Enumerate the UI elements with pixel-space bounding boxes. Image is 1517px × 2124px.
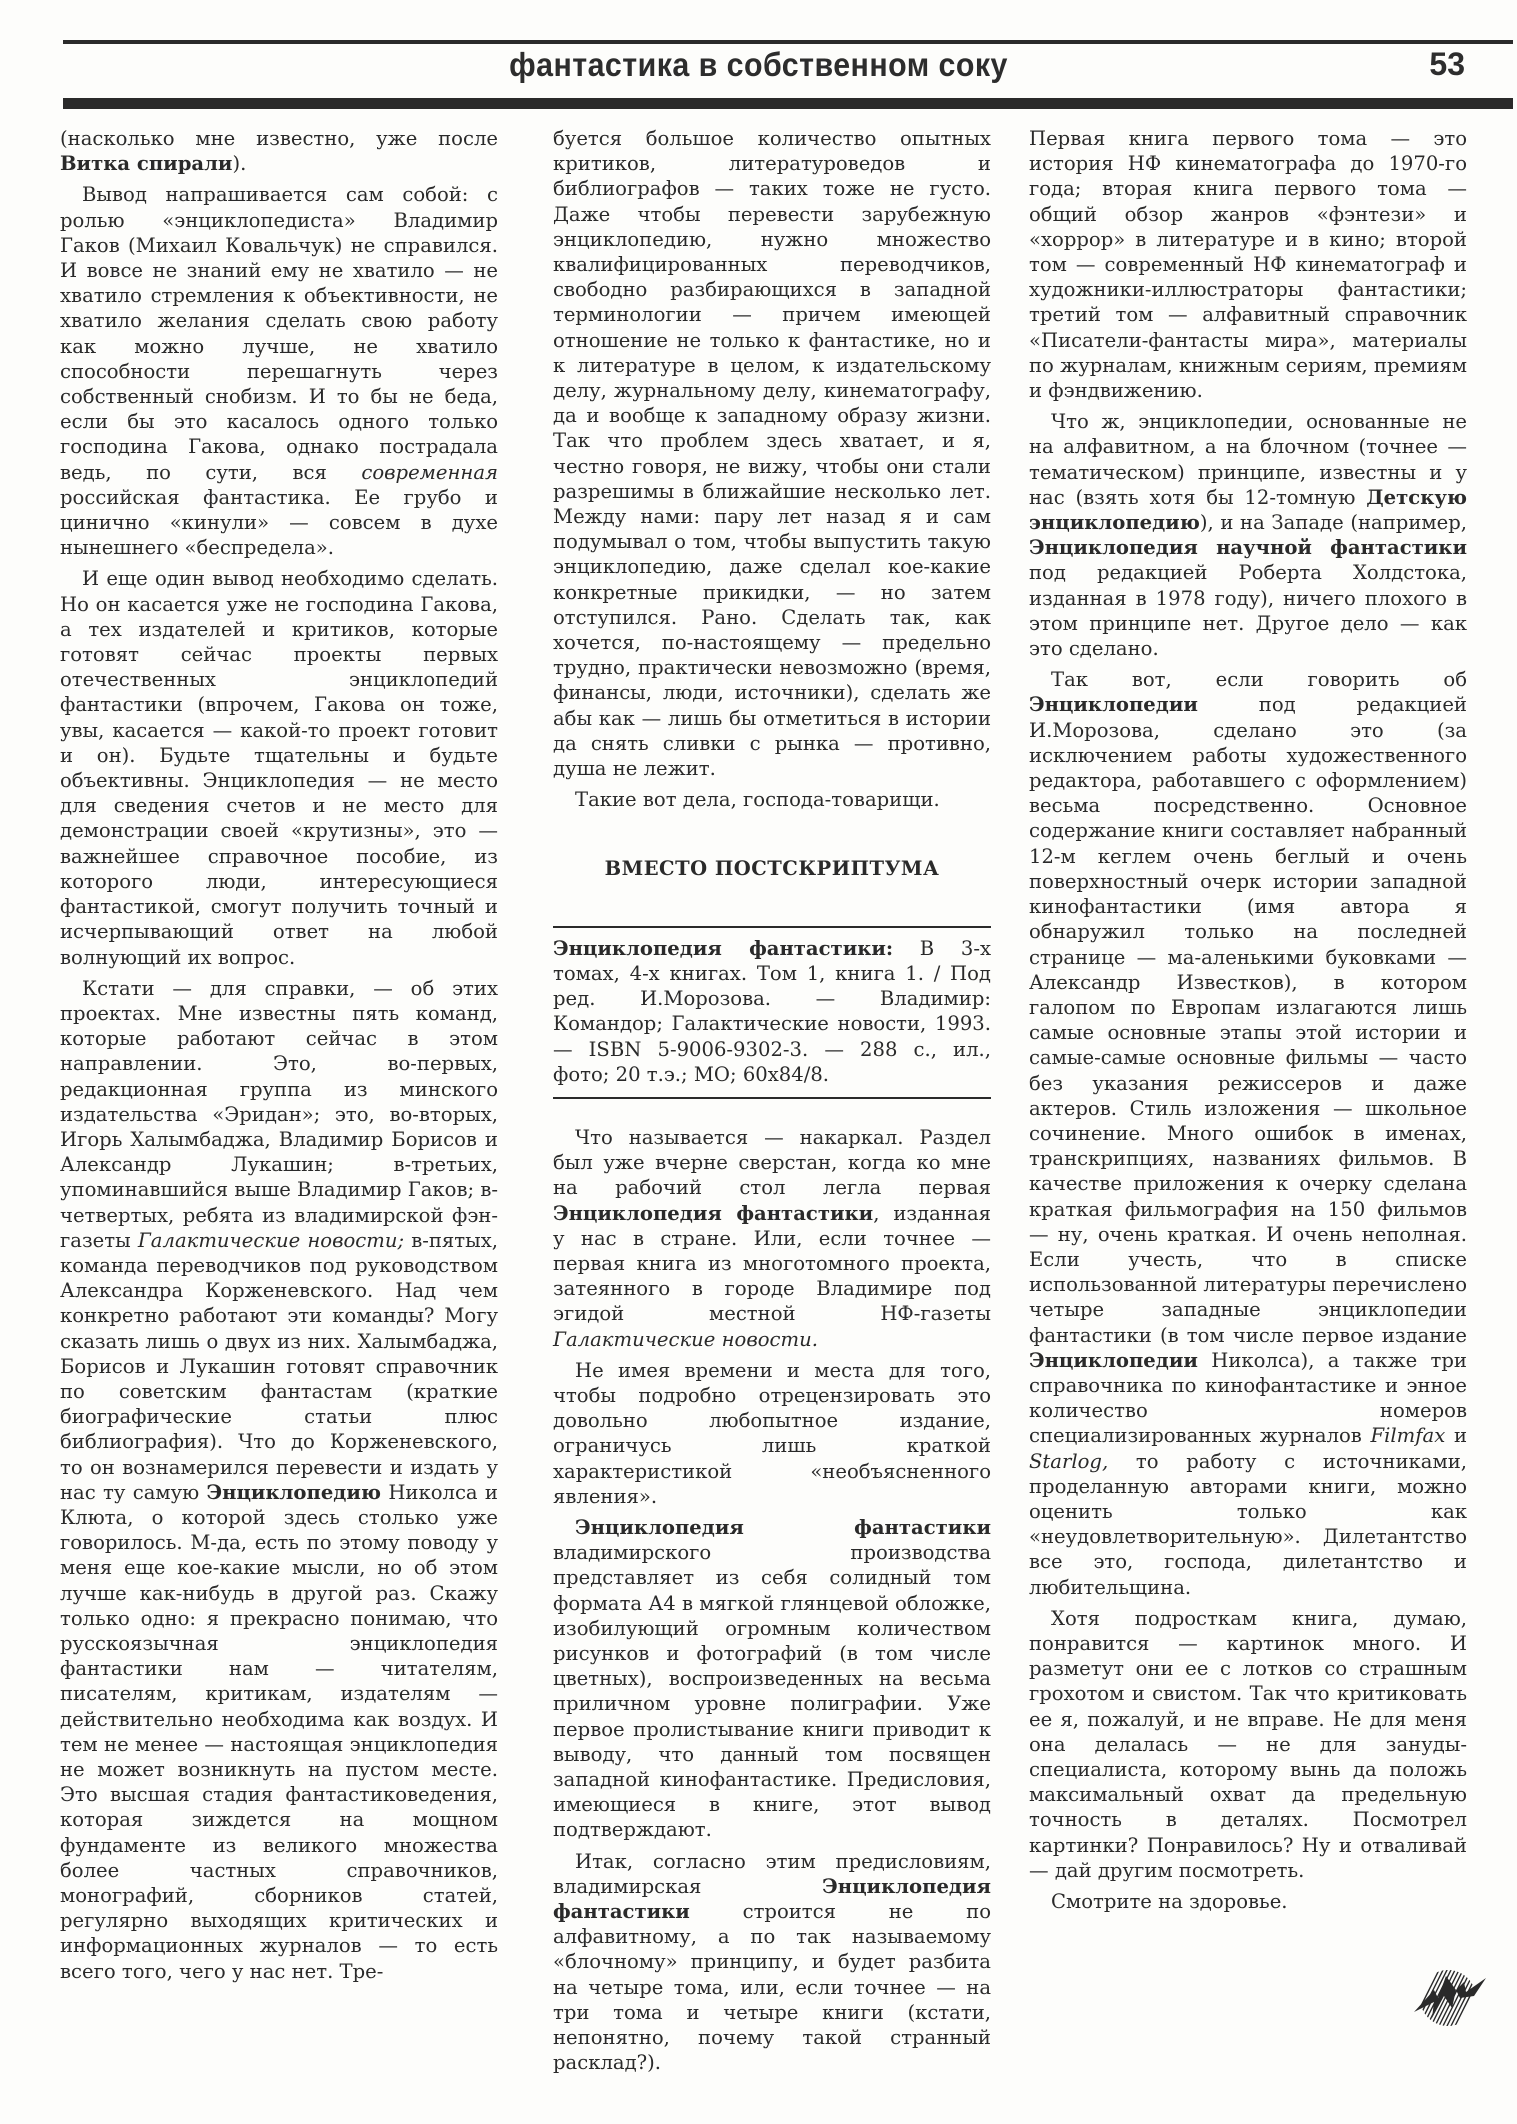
publication-title: Starlog, xyxy=(1029,1449,1109,1473)
paragraph: Смотрите на здоровье. xyxy=(1051,1890,1288,1914)
text: и xyxy=(1445,1424,1468,1448)
publication-title: Галактические новости. xyxy=(553,1327,818,1351)
paragraph: Такие вот дела, господа-товарищи. xyxy=(575,788,940,812)
text: под редакцией И.Морозова, сделано это (за исключением работы художественного редактора, работавшего с оформлением) весьма посредственно. Основное содержание книги составляет набранный 12-м кеглем очень беглый и очень поверхностный очерк истории западной кинофантастики (имя автора я обнаружил только на последней странице — ма-аленькими буковками — Александр Известков), в котором галопом по Европам излагаются лишь самые основные этапы этой истории и самые-самые основные фильмы — часто без указания режиссеров и даже актеров. Стиль изложения — школьное сочинение. Много ошибок в именах, транскрипциях, названиях фильмов. В качестве приложения к очерку сделана краткая фильмография на 150 фильмов — ну, очень краткая. И очень неполная. Если учесть, что в списке использованной литературы перечислено четыре западные энциклопедии фантастики (в том числе первое издание xyxy=(1029,693,1467,1347)
text: строится не по алфавитному, а по так называемому «блочному» принципу, и будет разбита на четыре тома, или, если точнее — на три тома и четыре книги (кстати, непонятно, почему такой странный расклад?). xyxy=(553,1900,991,2075)
book-title: Энциклопедия фантастики xyxy=(575,1515,991,1539)
text: Вывод напрашивается сам собой: с ролью «энциклопедиста» Владимир Гаков (Михаил Ковальчук) не справился. И вовсе не знаний ему не хватило — не хватило стремления к объективности, не хватило желания сделать свою работу как можно лучше, не хватило способности перешагнуть через собственный снобизм. И то бы не беда, если бы это касалось одного только господина Гакова, однако пострадала ведь, по сути, вся xyxy=(60,183,498,484)
biblio-text xyxy=(553,936,991,1087)
text: владимирского производства представляет из себя солидный том формата А4 в мягкой глянцевой обложке, изобилующий огромным количеством рисунков и фотографий (в том числе цветных), воспроизведенных на весьма приличном уровне полиграфии. Уже первое пролистывание книги приводит к выводу, что данный том посвящен западной кинофантастике. Предисловия, имеющиеся в книге, этот вывод подтверждают. xyxy=(553,1541,991,1842)
section-heading: ВМЕСТО ПОСТСКРИПТУМА xyxy=(604,857,940,881)
book-title: Витка спирали xyxy=(60,152,233,176)
text: (насколько мне известно, уже после xyxy=(60,127,498,150)
paragraph: Первая книга первого тома — это история НФ кинематографа до 1970-го года; вторая книга первого тома — общий обзор жанров «фэнтези» и «хоррор» в литературе и в кино; второй том — современный НФ кинематограф и художники-иллюстраторы фантастики; третий том — алфавитный справочник «Писатели-фантасты мира», материалы по журналам, книжным сериям, премиям и фэндвижению. xyxy=(1029,127,1467,403)
paragraph xyxy=(60,976,498,1984)
middle-column xyxy=(553,126,991,2081)
paragraph xyxy=(553,1125,991,1352)
biblio-title: Энциклопедия фантастики: xyxy=(553,936,894,960)
text: ), и на Западе (например, xyxy=(1199,511,1467,535)
emphasis: современная xyxy=(361,460,498,484)
publication-title: Галактические новости; xyxy=(137,1228,405,1252)
text: Николса и Клюта, о которой здесь столько уже говорилось. М-да, есть по этому поводу у меня еще кое-какие мысли, но об этом лучше как-нибудь в другой раз. Скажу только одно: я прекрасно понимаю, что русскоязычная энциклопедия фантастики нам — читателям, писателям, критикам, издателям — действительно необходима как воздух. И тем не менее — настоящая энциклопедия не может возникнуть на пустом месте. Это высшая стадия фантастиковедения, которая зиждется на мощном фундаменте из великого множества более частных справочников, монографий, сборников статей, регулярно выходящих критических и информационных журналов — то есть всего того, чего у нас нет. Тре- xyxy=(60,1480,498,1983)
biblio-details: В 3-х томах, 4-х книгах. Том 1, книга 1. / Под ред. И.Морозова. — Владимир: Командор; Галактические новости, 1993. — ISBN 5-9006-9302-3. — 288 с., ил., фото; 20 т.э.; МО; 60х84/8. xyxy=(553,936,991,1086)
book-title: Энциклопедии xyxy=(1029,693,1198,717)
left-column xyxy=(60,126,498,1990)
end-of-article-mark-icon xyxy=(1408,1968,1488,2028)
text: под редакцией Роберта Холдстока, изданная в 1978 году), ничего плохого в этом принципе нет. Другое дело — как это сделано. xyxy=(1029,561,1467,661)
paragraph: буется большое количество опытных критиков, литературоведов и библиографов — таких тоже не густо. Даже чтобы перевести зарубежную энциклопедию, нужно множество квалифицированных переводчиков, свободно разбирающихся в западной терминологии — причем имеющей отношение не только к фантастике, но и к литературе в целом, к издательскому делу, журнальному делу, кинематографу, да и вообще к западному образу жизни. Так что проблем здесь хватает, и я, честно говоря, не вижу, чтобы они стали разрешимы в ближайшие несколько лет. Между нами: пару лет назад я и сам подумывал о том, чтобы выпустить такую энциклопедию, даже сделал кое-какие конкретные прикидки, — но затем отступился. Рано. Сделать так, как хочется, по-настоящему — предельно трудно, практически невозможно (время, финансы, люди, источники), сделать же абы как — лишь бы отметиться в истории да снять сливки с рынка — противно, душа не лежит. xyxy=(553,127,991,781)
text: Итак, согласно этим предисловиям, владимирская xyxy=(553,1849,991,1898)
book-title: Энциклопедии xyxy=(1029,1348,1198,1372)
page-number: 53 xyxy=(1429,46,1465,82)
paragraph: И еще один вывод необходимо сделать. Но он касается уже не господина Гакова, а тех издателей и критиков, которые готовят сейчас проекты первых отечественных энциклопедий фантастики (впрочем, Гакова он тоже, увы, касается — какой-то проект готовит и он). Будьте тщательны и будьте объективны. Энциклопедия — не место для сведения счетов и не место для демонстрации своей «крутизны», это — важнейшее справочное пособие, из которого люди, интересующиеся фантастикой, смогут получить точный и исчерпывающий ответ на любой волнующий их вопрос. xyxy=(60,567,498,969)
text: Так вот, если говорить об xyxy=(1051,668,1467,692)
publication-title: Filmfax xyxy=(1370,1424,1446,1448)
paragraph: Не имея времени и места для того, чтобы подробно отрецензировать это довольно любопытное издание, ограничусь лишь краткой характеристикой «необъясненного явления». xyxy=(553,1358,991,1508)
text: Что называется — накаркал. Раздел был уже вчерне сверстан, когда ко мне на рабочий стол легла первая xyxy=(553,1125,991,1200)
paragraph xyxy=(553,1515,991,1843)
book-title: Энциклопедию xyxy=(206,1480,381,1504)
book-title: Энциклопедия научной фантастики xyxy=(1029,536,1467,560)
paragraph: Хотя подросткам книга, думаю, понравится — картинок много. И разметут они ее с лотков со страшным грохотом и свистом. Так что критиковать ее я, пожалуй, и не вправе. Не для меня она делалась — не для зануды-специалиста, которому вынь да положь максимальный охват да предельную точность в деталях. Посмотрел картинки? Понравилось? Ну и отваливай — дай другим посмотреть. xyxy=(1029,1606,1467,1882)
right-column xyxy=(1029,126,1467,1920)
header-rule-top xyxy=(63,40,1513,44)
text: то работу с источниками, проделанную авторами книги, можно оценить только как «неудовлетворительную». Дилетантство все это, господа, дилетантство и любительщина. xyxy=(1029,1449,1467,1599)
book-title: Детскую энциклопедию xyxy=(1029,485,1467,535)
book-title: Энциклопедия фантастики xyxy=(553,1874,991,1923)
text: Что ж, энциклопедии, основанные не на алфавитном, а на блочном (точнее — тематическом) принципе, известны и у нас (взять хотя бы 12-томную xyxy=(1029,410,1467,509)
paragraph xyxy=(1029,409,1467,661)
paragraph xyxy=(1029,667,1467,1600)
text: Николса), а также три справочника по кинофантастике и энное количество номеров специализированных журналов xyxy=(1029,1348,1467,1448)
text: российская фантастика. Ее грубо и цинично «кинули» — совсем в духе нынешнего «беспредела». xyxy=(60,485,498,560)
section-title: фантастика в собственном соку xyxy=(509,46,1008,83)
paragraph xyxy=(60,182,498,560)
book-title: Энциклопедия фантастики xyxy=(553,1201,874,1225)
text: в-пятых, команда переводчиков под руководством Александра Корженевского. Над чем конкретно работают эти команды? Могу сказать лишь о двух из них. Халымбаджа, Борисов и Лукашин готовят справочник по советским фантастам (краткие биографические статьи плюс библиография). Что до Корженевского, то он вознамерился перевести и издать у нас ту самую xyxy=(60,1228,498,1504)
bibliographic-entry xyxy=(553,926,991,1099)
text: ). xyxy=(232,152,247,176)
paragraph xyxy=(60,126,498,176)
header-rule-bottom xyxy=(63,98,1513,109)
text: Кстати — для справки, — об этих проектах. Мне известны пять команд, которые работают сейчас в этом направлении. Это, во-первых, редакционная группа из минского издательства «Эридан»; это, во-вторых, Игорь Халымбаджа, Владимир Борисов и Александр Лукашин; в-третьих, упоминавшийся выше Владимир Гаков; в-четвертых, ребята из владимирской фэн-газеты xyxy=(60,976,498,1252)
text: , изданная у нас в стране. Или, если точнее — первая книга из многотомного проекта, затеянного в городе Владимире под эгидой местной НФ-газеты xyxy=(553,1201,991,1326)
paragraph xyxy=(553,1849,991,2076)
